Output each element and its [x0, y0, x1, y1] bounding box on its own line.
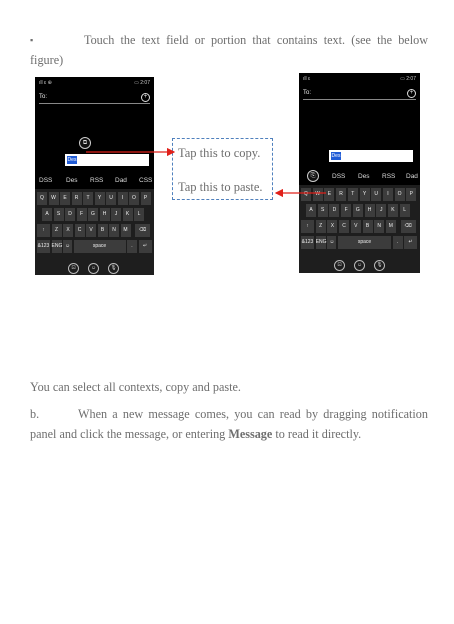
key[interactable]: U — [106, 192, 116, 205]
signal-icon: ıll ε ⊕ — [39, 80, 52, 86]
key[interactable]: M — [386, 220, 396, 233]
add-recipient-icon[interactable]: + — [141, 93, 150, 102]
key[interactable]: M — [121, 224, 131, 237]
battery-time: ▭ 2:07 — [400, 76, 416, 82]
key[interactable]: N — [109, 224, 119, 237]
key[interactable]: O — [129, 192, 139, 205]
key[interactable]: W — [313, 188, 323, 201]
key[interactable]: R — [336, 188, 346, 201]
key[interactable]: Z — [52, 224, 62, 237]
message-app-name: Message — [228, 427, 273, 441]
key[interactable]: P — [406, 188, 416, 201]
suggestion[interactable]: DSS — [39, 177, 53, 184]
language-key[interactable]: ENG — [316, 236, 326, 249]
key[interactable]: G — [353, 204, 363, 217]
period-key[interactable]: . — [393, 236, 403, 249]
paste-icon[interactable]: ⎘ — [307, 170, 319, 182]
to-label: To: — [303, 90, 312, 96]
language-key[interactable]: ENG — [52, 240, 62, 253]
message-text-before: When a new message comes, you can read by dragging notification panel and click the message, or entering — [30, 407, 428, 441]
key[interactable]: D — [329, 204, 339, 217]
key[interactable]: X — [63, 224, 73, 237]
key[interactable]: J — [376, 204, 386, 217]
key[interactable]: B — [98, 224, 108, 237]
key[interactable]: H — [365, 204, 375, 217]
key[interactable]: Y — [95, 192, 105, 205]
key[interactable]: X — [327, 220, 337, 233]
key[interactable]: Z — [316, 220, 326, 233]
space-key[interactable]: space — [74, 240, 126, 253]
microphone-icon[interactable]: 🎙 — [374, 260, 385, 271]
key[interactable]: I — [383, 188, 393, 201]
key[interactable]: A — [42, 208, 52, 221]
period-key[interactable]: . — [127, 240, 137, 253]
key[interactable]: V — [351, 220, 361, 233]
key[interactable]: W — [49, 192, 59, 205]
attach-icon[interactable]: ⊡ — [334, 260, 345, 271]
key[interactable]: S — [318, 204, 328, 217]
suggestion[interactable]: CSS — [139, 177, 153, 184]
suggestion[interactable]: Dad — [406, 173, 418, 180]
key[interactable]: Q — [301, 188, 311, 201]
key[interactable]: S — [54, 208, 64, 221]
attach-icon[interactable]: ⊡ — [68, 263, 79, 274]
suggestion[interactable]: Des — [66, 177, 78, 184]
bullet-text: Touch the text field or portion that contains text. (see the below figure) — [30, 33, 428, 67]
key[interactable]: F — [77, 208, 87, 221]
suggestion[interactable]: RSS — [90, 177, 104, 184]
numbers-key[interactable]: &123 — [37, 240, 50, 253]
list-label: b. — [30, 407, 40, 421]
bullet-marker: ▪ — [30, 35, 34, 45]
selected-text[interactable]: Des — [67, 157, 77, 163]
key[interactable]: Q — [37, 192, 47, 205]
backspace-key[interactable]: ⌫ — [401, 220, 416, 233]
enter-key[interactable]: ↵ — [139, 240, 152, 253]
add-recipient-icon[interactable]: + — [407, 89, 416, 98]
key[interactable]: L — [400, 204, 410, 217]
key[interactable]: K — [388, 204, 398, 217]
microphone-icon[interactable]: 🎙 — [108, 263, 119, 274]
key[interactable]: K — [123, 208, 133, 221]
paste-callout: Tap this to paste. — [178, 180, 263, 194]
key[interactable]: Y — [360, 188, 370, 201]
key[interactable]: E — [324, 188, 334, 201]
emoji-icon[interactable]: ☺ — [354, 260, 365, 271]
key[interactable]: D — [65, 208, 75, 221]
shift-key[interactable]: ↑ — [301, 220, 314, 233]
to-label: To: — [39, 94, 48, 100]
numbers-key[interactable]: &123 — [301, 236, 314, 249]
suggestion[interactable]: Des — [358, 173, 370, 180]
copy-icon[interactable]: ⧉ — [79, 137, 91, 149]
key[interactable]: R — [72, 192, 82, 205]
key[interactable]: C — [339, 220, 349, 233]
backspace-key[interactable]: ⌫ — [135, 224, 150, 237]
key[interactable]: E — [60, 192, 70, 205]
message-text-after: to read it directly. — [275, 427, 362, 441]
key[interactable]: A — [306, 204, 316, 217]
key[interactable]: T — [83, 192, 93, 205]
battery-time: ▭ 2:07 — [134, 80, 150, 86]
key[interactable]: O — [395, 188, 405, 201]
space-key[interactable]: space — [338, 236, 391, 249]
shift-key[interactable]: ↑ — [37, 224, 50, 237]
key[interactable]: P — [141, 192, 151, 205]
emoji-icon[interactable]: ☺ — [88, 263, 99, 274]
emoji-key[interactable]: ☺ — [63, 240, 72, 253]
key[interactable]: C — [75, 224, 85, 237]
key[interactable]: B — [363, 220, 373, 233]
key[interactable]: L — [134, 208, 144, 221]
signal-icon: ıll ε — [303, 76, 311, 82]
key[interactable]: U — [371, 188, 381, 201]
select-copy-paste-paragraph: You can select all contexts, copy and paste. — [30, 380, 241, 394]
key[interactable]: J — [111, 208, 121, 221]
key[interactable]: F — [341, 204, 351, 217]
key[interactable]: G — [88, 208, 98, 221]
suggestion[interactable]: Dad — [115, 177, 127, 184]
emoji-key[interactable]: ☺ — [327, 236, 336, 249]
suggestion[interactable]: RSS — [382, 173, 396, 180]
suggestion[interactable]: DSS — [332, 173, 346, 180]
selected-text[interactable]: Des — [331, 153, 341, 159]
message-paragraph — [30, 404, 428, 444]
key[interactable]: I — [118, 192, 128, 205]
copy-callout: Tap this to copy. — [178, 146, 261, 160]
key[interactable]: N — [374, 220, 384, 233]
enter-key[interactable]: ↵ — [404, 236, 417, 249]
key[interactable]: V — [86, 224, 96, 237]
key[interactable]: H — [100, 208, 110, 221]
key[interactable]: T — [348, 188, 358, 201]
